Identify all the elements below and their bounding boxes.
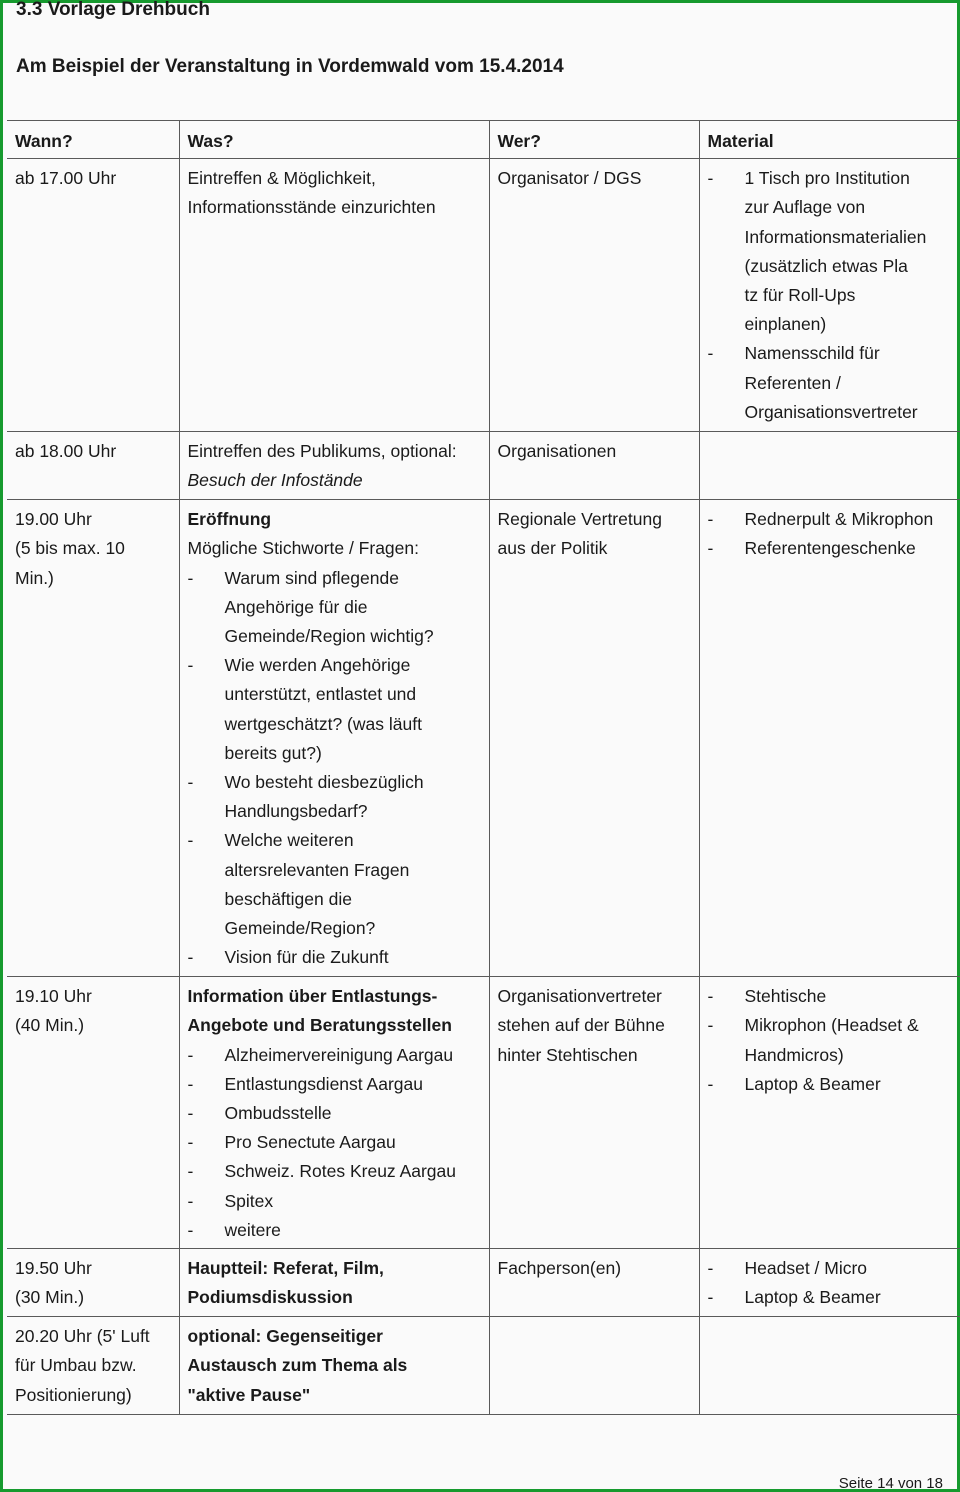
what-bullet: [188, 1157, 481, 1186]
material-bullet-text: Headset / Micro: [744, 1258, 868, 1279]
what-bullet-text: bereits gut?): [224, 742, 322, 763]
what-bullet-text: Schweiz. Rotes Kreuz Aargau: [224, 1161, 457, 1182]
cell-material: [699, 977, 960, 1249]
who-text: Regionale Vertretung: [497, 509, 662, 530]
bullet-dash: -: [187, 772, 194, 793]
bullet-dash: -: [707, 509, 714, 530]
material-bullet-text: 1 Tisch pro Institution: [744, 168, 910, 189]
cell-material: [699, 500, 960, 977]
what-text: Informationsstände einzurichten: [187, 197, 436, 218]
material-bullet: [708, 1254, 953, 1283]
bullet-dash: -: [707, 1073, 714, 1094]
what-intro: Mögliche Stichworte / Fragen:: [187, 538, 419, 559]
schedule-table: [7, 120, 960, 1415]
cell-when: [7, 432, 179, 500]
material-bullet-text: Referenten /: [744, 372, 841, 393]
material-bullet-text: zur Auflage von: [744, 197, 866, 218]
when-text: Positionierung): [15, 1384, 132, 1405]
what-bullet-text: unterstützt, entlastet und: [224, 684, 417, 705]
bullet-dash: -: [187, 947, 194, 968]
what-bullet: [188, 768, 481, 826]
what-bullet: [188, 1187, 481, 1216]
table-row: [7, 500, 960, 977]
cell-when: [7, 500, 179, 977]
bullet-dash: -: [707, 343, 714, 364]
material-bullet-text: Organisationsvertreter: [744, 401, 918, 422]
material-bullet-list: [708, 982, 953, 1099]
what-text: Eintreffen & Möglichkeit,: [187, 168, 376, 189]
what-bullet: [188, 651, 481, 768]
material-bullet-text: einplanen): [744, 314, 827, 335]
bullet-dash: -: [187, 1161, 194, 1182]
material-bullet-list: [708, 505, 953, 563]
material-bullet: [708, 339, 953, 427]
when-text: (5 bis max. 10: [15, 538, 125, 559]
cell-who: [489, 500, 699, 977]
material-bullet-text: Laptop & Beamer: [744, 1073, 881, 1094]
what-heading: Angebote und Beratungsstellen: [187, 1015, 452, 1036]
who-text: Fachperson(en): [497, 1258, 622, 1279]
material-bullet-list: [708, 1254, 953, 1312]
material-bullet: [708, 1011, 953, 1069]
cell-material: [699, 432, 960, 500]
when-text: für Umbau bzw.: [15, 1355, 137, 1376]
bullet-dash: -: [187, 1219, 194, 1240]
when-text: 19.10 Uhr: [15, 986, 92, 1007]
cell-what: [179, 1249, 489, 1317]
cell-when: [7, 159, 179, 432]
what-bullet-text: Gemeinde/Region wichtig?: [224, 626, 434, 647]
bullet-dash: -: [707, 1287, 714, 1308]
table-row: [7, 977, 960, 1249]
material-bullet-text: Informationsmaterialien: [744, 226, 927, 247]
section-title: 3.3 Vorlage Drehbuch: [16, 0, 210, 20]
material-bullet: [708, 982, 953, 1011]
table-body: [7, 159, 960, 1415]
what-bullet: [188, 1099, 481, 1128]
who-text: stehen auf der Bühne: [497, 1015, 665, 1036]
who-text: Organisationen: [497, 441, 617, 462]
cell-material: [699, 1249, 960, 1317]
what-bullet-text: weitere: [224, 1219, 281, 1240]
table-row: [7, 432, 960, 500]
cell-what: [179, 432, 489, 500]
when-text: (40 Min.): [15, 1015, 85, 1036]
bullet-dash: -: [707, 986, 714, 1007]
page-number: Seite 14 von 18: [838, 1475, 943, 1492]
cell-who: [489, 432, 699, 500]
table-row: [7, 1317, 960, 1415]
what-heading: Podiumsdiskussion: [187, 1287, 353, 1308]
what-bullet-text: Entlastungsdienst Aargau: [224, 1073, 423, 1094]
material-bullet-text: Laptop & Beamer: [744, 1287, 881, 1308]
what-bullet-text: Wie werden Angehörige: [224, 655, 411, 676]
cell-when: [7, 1317, 179, 1415]
what-bullet-text: Gemeinde/Region?: [224, 918, 376, 939]
what-bullet-text: Wo besteht diesbezüglich: [224, 772, 424, 793]
cell-what: [179, 159, 489, 432]
what-bullet: [188, 943, 481, 972]
material-bullet-list: [708, 164, 953, 427]
who-text: Organisationvertreter: [497, 986, 662, 1007]
cell-what: [179, 977, 489, 1249]
bullet-dash: -: [187, 1132, 194, 1153]
what-heading: Eröffnung: [187, 509, 272, 530]
cell-who: [489, 159, 699, 432]
when-text: 19.50 Uhr: [15, 1258, 92, 1279]
what-bullet: [188, 1041, 481, 1070]
when-text: ab 18.00 Uhr: [15, 441, 117, 462]
bullet-dash: -: [707, 1258, 714, 1279]
what-bullet-text: Welche weiteren: [224, 830, 354, 851]
what-heading: "aktive Pause": [187, 1384, 311, 1405]
bullet-dash: -: [187, 1190, 194, 1211]
what-bullet-text: Alzheimervereinigung Aargau: [224, 1044, 454, 1065]
what-bullet-text: altersrelevanten Fragen: [224, 859, 410, 880]
what-bullet-text: Pro Senectute Aargau: [224, 1132, 396, 1153]
cell-who: [489, 1249, 699, 1317]
cell-when: [7, 1249, 179, 1317]
what-bullet-text: Angehörige für die: [224, 596, 368, 617]
material-bullet-text: Referentengeschenke: [744, 538, 916, 559]
material-bullet: [708, 505, 953, 534]
cell-who: [489, 977, 699, 1249]
bullet-dash: -: [187, 655, 194, 676]
what-heading: Austausch zum Thema als: [187, 1355, 408, 1376]
material-bullet: [708, 1283, 953, 1312]
bullet-dash: -: [187, 1103, 194, 1124]
who-text: hinter Stehtischen: [497, 1044, 638, 1065]
what-note: Besuch der Infostände: [187, 470, 363, 491]
column-header-who: Wer?: [489, 121, 699, 159]
what-heading: Information über Entlastungs-: [187, 986, 438, 1007]
what-bullet-list: [188, 564, 481, 973]
when-text: ab 17.00 Uhr: [15, 168, 117, 189]
what-bullet: [188, 564, 481, 652]
material-bullet-text: Namensschild für: [744, 343, 880, 364]
what-bullet: [188, 1128, 481, 1157]
what-bullet-list: [188, 1041, 481, 1245]
what-bullet-text: Vision für die Zukunft: [224, 947, 389, 968]
table-row: [7, 1249, 960, 1317]
bullet-dash: -: [707, 538, 714, 559]
what-bullet-text: wertgeschätzt? (was läuft: [224, 713, 422, 734]
column-header-material: Material: [699, 121, 960, 159]
material-bullet-text: Rednerpult & Mikrophon: [744, 509, 934, 530]
table-row: [7, 159, 960, 432]
cell-what: [179, 500, 489, 977]
bullet-dash: -: [187, 1073, 194, 1094]
material-bullet: [708, 164, 953, 339]
material-bullet-text: Stehtische: [744, 986, 827, 1007]
what-heading: optional: Gegenseitiger: [187, 1326, 383, 1347]
what-text: Eintreffen des Publikums, optional:: [187, 441, 457, 462]
cell-material: [699, 1317, 960, 1415]
bullet-dash: -: [187, 830, 194, 851]
bullet-dash: -: [187, 567, 194, 588]
what-heading: Hauptteil: Referat, Film,: [187, 1258, 384, 1279]
table-header-row: [7, 121, 960, 159]
when-text: (30 Min.): [15, 1287, 85, 1308]
cell-who: [489, 1317, 699, 1415]
material-bullet: [708, 1070, 953, 1099]
bullet-dash: -: [187, 1044, 194, 1065]
bullet-dash: -: [707, 168, 714, 189]
cell-when: [7, 977, 179, 1249]
what-bullet-text: Ombudsstelle: [224, 1103, 332, 1124]
when-text: 20.20 Uhr (5' Luft: [15, 1326, 150, 1347]
when-text: 19.00 Uhr: [15, 509, 92, 530]
who-text: Organisator / DGS: [497, 168, 642, 189]
what-bullet-text: Warum sind pflegende: [224, 567, 399, 588]
what-bullet-text: Spitex: [224, 1190, 274, 1211]
watermark: [43, 1443, 46, 1457]
column-header-what: Was?: [179, 121, 489, 159]
document-subtitle: Am Beispiel der Veranstaltung in Vordemwald vom 15.4.2014: [16, 56, 564, 77]
cell-what: [179, 1317, 489, 1415]
cell-material: [699, 159, 960, 432]
what-bullet: [188, 1216, 481, 1245]
bullet-dash: -: [707, 1015, 714, 1036]
who-text: aus der Politik: [497, 538, 608, 559]
material-bullet-text: Mikrophon (Headset &: [744, 1015, 919, 1036]
column-header-when: Wann?: [7, 121, 179, 159]
what-bullet: [188, 826, 481, 943]
what-bullet-text: Handlungsbedarf?: [224, 801, 368, 822]
what-bullet: [188, 1070, 481, 1099]
when-text: Min.): [15, 567, 54, 588]
material-bullet-text: Handmicros): [744, 1044, 844, 1065]
material-bullet-text: tz für Roll-Ups: [744, 285, 856, 306]
material-bullet-text: (zusätzlich etwas Pla: [744, 255, 908, 276]
material-bullet: [708, 534, 953, 563]
what-bullet-text: beschäftigen die: [224, 888, 352, 909]
